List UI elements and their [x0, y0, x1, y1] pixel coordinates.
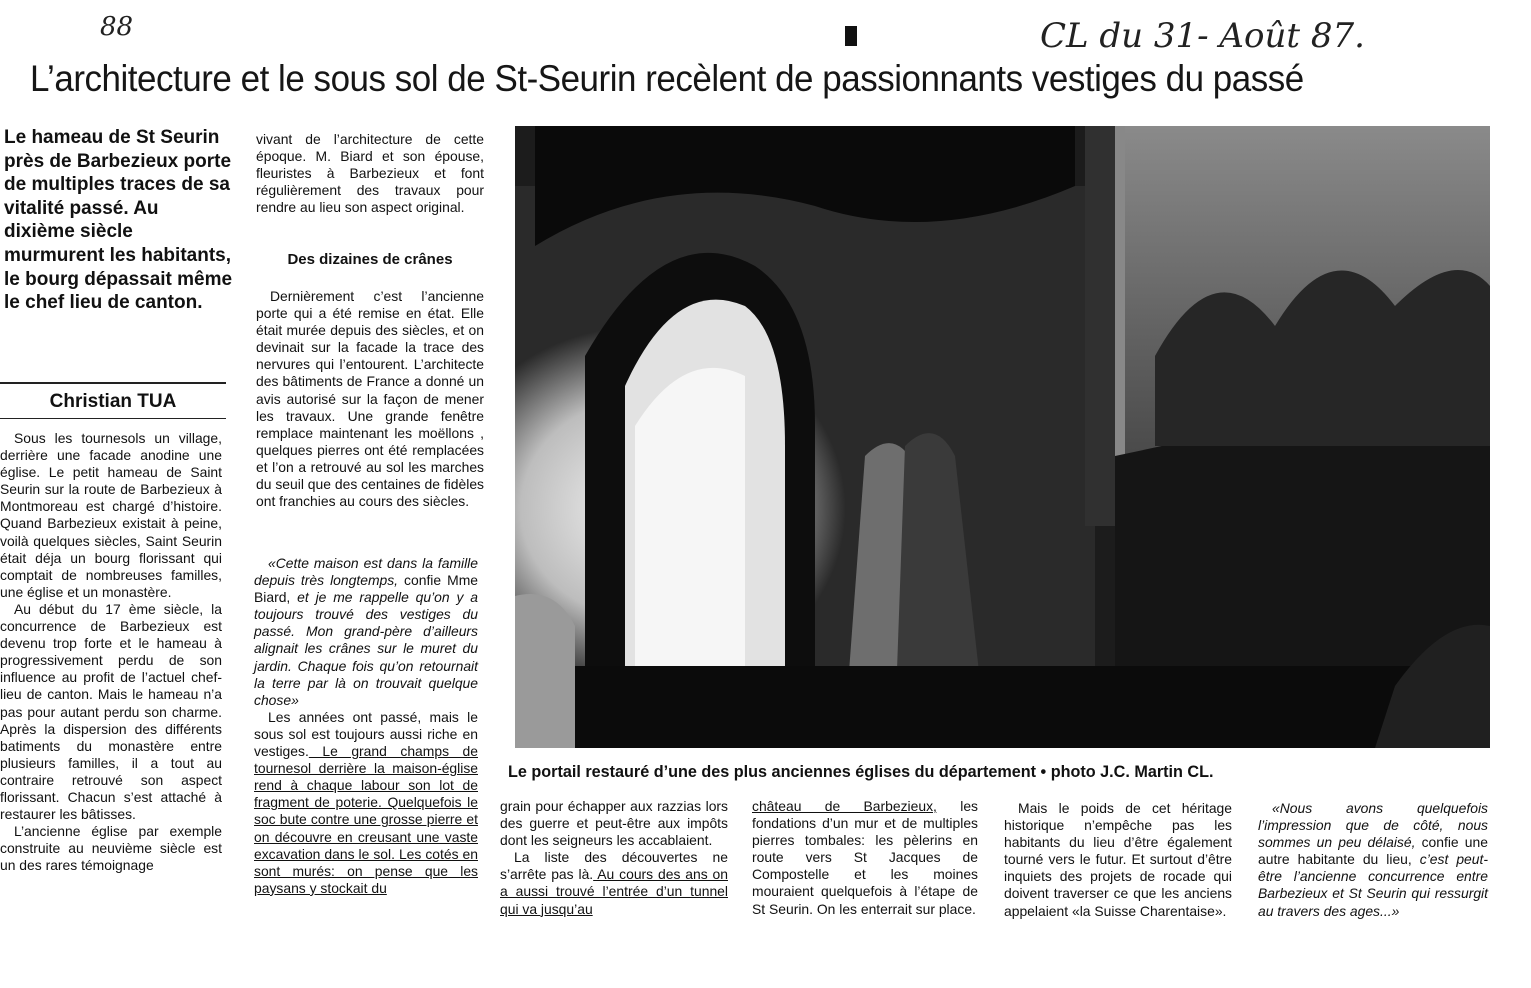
- quote-part-2: et je me rappelle qu’on y a toujours trouvé des vestiges du passé. Mon grand-père d’ailleurs alignait les crânes sur le muret du jardin. Chaque fois qu’on retournait la terre par là on trouvait quelque chose»: [254, 589, 478, 708]
- col6-quote-part-1: «Nous avons quelquefois l’impression que de côté, nous sommes un peu délaisé,: [1258, 800, 1488, 851]
- photo-caption: Le portail restauré d’une des plus anciennes églises du département • photo J.C. Martin CL.: [508, 763, 1214, 781]
- col4-underlined: château de Barbezieux,: [752, 798, 937, 814]
- col6-paragraph: [1258, 800, 1488, 920]
- lead-divider: [0, 382, 226, 384]
- column-6: [1258, 800, 1488, 920]
- quote-part-1: «Cette maison est dans la famille depuis très longtemps,: [254, 555, 478, 589]
- column-2-mid: [256, 288, 484, 510]
- col6-quote-part-2: c’est peut-être l’ancienne concurrence entre Barbezieux et St Seurin qui ressurgit au travers des ages...»: [1258, 851, 1488, 919]
- column-5: [1004, 800, 1232, 920]
- column-1: [0, 430, 222, 874]
- headline: L’architecture et le sous sol de St-Seurin recèlent de passionnants vestiges du passé: [30, 58, 1304, 99]
- column-2-top: [256, 131, 484, 216]
- quote-paragraph: [254, 555, 478, 709]
- col1-paragraph: L’ancienne église par exemple construite au neuvième siècle est un des rares témoignage: [0, 823, 222, 874]
- col3-plain: La liste des découvertes ne s’arrête pas là.: [500, 849, 728, 883]
- col2-end-underlined: Le grand champs de tournesol derrière la maison-église rend à chaque labour son lot de fragment de poterie. Quelquefois le soc bute contre une grosse pierre et on découvre en creusant une vaste excavation dans le sol. Les cotés en sont murés: on pense que les paysans y stockait du: [254, 743, 478, 896]
- col3-paragraph-2: [500, 849, 728, 917]
- photo-illustration: [515, 126, 1490, 748]
- handwritten-date-note: CL du 31- Août 87.: [1040, 16, 1365, 56]
- col2-end-plain: Les années ont passé, mais le sous sol est toujours aussi riche en vestiges.: [254, 708, 478, 760]
- church-portal-photo: [515, 126, 1490, 748]
- col4-rest: les fondations d’un mur et de multiples pierres tombales: les pèlerins en route vers St Jacques de Compostelle et les moines mouraient quelquefois à l’étape de St Seurin. On les enterrait sur place.: [752, 798, 978, 917]
- quote-attribution: confie Mme Biard,: [254, 572, 478, 606]
- handwritten-number: 88: [100, 12, 134, 42]
- column-2-bottom: [254, 555, 478, 897]
- column-3: [500, 798, 728, 918]
- author-byline: Christian TUA: [49, 391, 177, 412]
- lead-paragraph: Le hameau de St Seurin près de Barbezieux porte de multiples traces de sa vitalité passé. Au dixième siècle murmurent les habitants, le bourg dépassait même le chef lieu de canton.: [4, 127, 233, 314]
- col3-underlined: Au cours des ans on a aussi trouvé l’entrée d’un tunnel qui va jusqu’au: [500, 866, 728, 917]
- col5-paragraph: Mais le poids de cet héritage historique n’empêche pas les habitants du lieu d’être également tourné vers le futur. Et surtout d’être inquiets des projets de rocade qui doivent traverser ce que les anciens appelaient «la Suisse Charentaise».: [1004, 800, 1232, 919]
- subheading: Des dizaines de crânes: [287, 251, 453, 268]
- column-4: [752, 798, 978, 918]
- ink-mark: [845, 26, 857, 46]
- col1-paragraph: Au début du 17 ème siècle, la concurrence de Barbezieux est devenu trop forte et le hameau à progressivement perdu de son influence au profit de l’actuel chef-lieu de canton. Mais le hameau n’a pas pour autant perdu son charme. Après la dispersion des différents batiments du monastère entre plusieurs familles, il a tout au contraire retrouvé son aspect florissant. Chacun s’est attaché à restaurer les bâtisses.: [0, 600, 222, 823]
- col6-attribution: confie une autre habitante du lieu,: [1258, 834, 1488, 868]
- col2-top-paragraph: vivant de l’architecture de cette époque. M. Biard et son épouse, fleuristes à Barbezieux et font régulièrement des travaux pour rendre au lieu son aspect original.: [256, 131, 484, 216]
- col1-paragraph: Sous les tournesols un village, derrière une facade anodine une église. Le petit hameau de Saint Seurin sur la route de Barbezieux à Montmoreau est chargé d’histoire. Quand Barbezieux existait à peine, voilà quelques siècles, Saint Seurin était déja un bourg florissant qui comptait de nombreuses familles, une église et un monastère.: [0, 430, 222, 600]
- col2-end-paragraph: [254, 709, 478, 897]
- col3-paragraph-1: grain pour échapper aux razzias lors des guerre et peut-être aux impôts dont les seigneurs les accablaient.: [500, 798, 728, 849]
- author-divider: [0, 418, 226, 419]
- col2-mid-paragraph: Dernièrement c’est l’ancienne porte qui a été remise en état. Elle était murée depuis des siècles, et on devinait sur la facade la trace des nervures qui l’entourent. L’architecte des bâtiments de France a donné un avis autorisé sur la façon de mener les travaux. Une grande fenêtre remplace maintenant les moëllons , quelques pierres ont été remplacées et l’on a retrouvé au sol les marches du seuil que des centaines de fidèles ont franchies au cours des siècles.: [256, 288, 484, 510]
- col4-paragraph: [752, 798, 978, 918]
